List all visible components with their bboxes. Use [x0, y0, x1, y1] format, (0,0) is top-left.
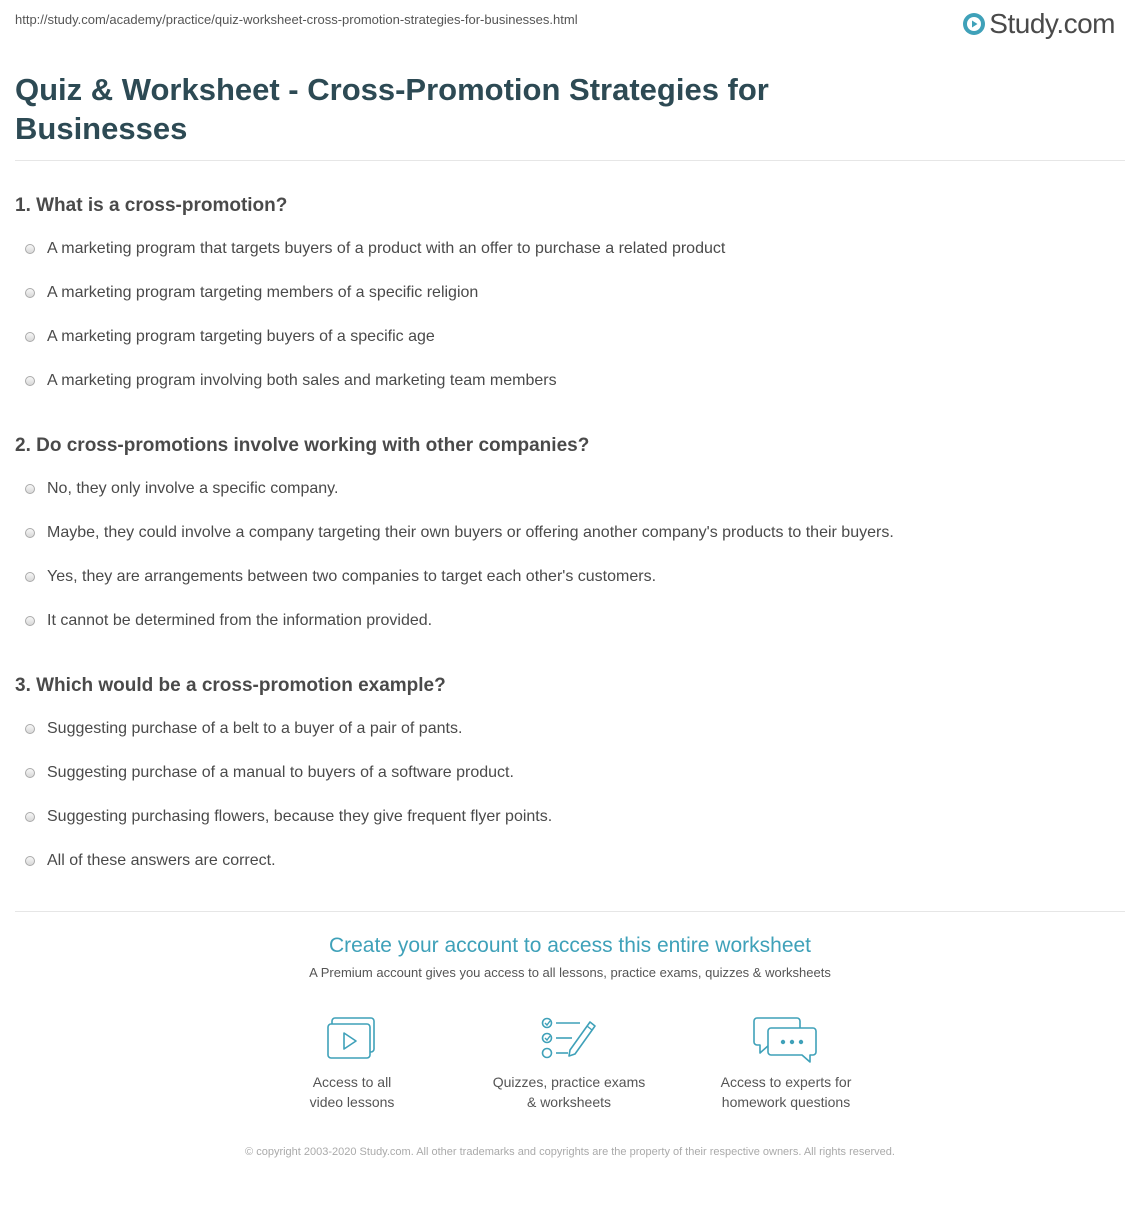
radio-button[interactable]	[25, 528, 35, 538]
play-circle-icon	[962, 12, 986, 36]
answer-option[interactable]	[15, 850, 276, 872]
feature-line: & worksheets	[526, 1094, 612, 1110]
top-bar	[15, 8, 1125, 42]
create-account-link[interactable]: Create your account to access this entire worksheet	[328, 934, 812, 957]
answer-text: Suggesting purchase of a belt to a buyer of a pair of pants.	[47, 720, 463, 737]
answer-text: Yes, they are arrangements between two companies to target each other's customers.	[47, 568, 657, 585]
radio-button[interactable]	[25, 768, 35, 778]
question-2	[15, 434, 1125, 629]
feature-line: homework questions	[721, 1094, 851, 1110]
feature-line: video lessons	[309, 1094, 395, 1110]
question-title: 3. Which would be a cross-promotion example?	[15, 675, 446, 696]
answer-option[interactable]	[15, 522, 894, 544]
feature-line: Access to all	[312, 1074, 392, 1090]
radio-button[interactable]	[25, 856, 35, 866]
cta-divider	[15, 911, 1125, 912]
radio-button[interactable]	[25, 244, 35, 254]
radio-button[interactable]	[25, 812, 35, 822]
feature-quizzes	[469, 1016, 669, 1112]
answer-text: Suggesting purchase of a manual to buyers of a software product.	[47, 764, 514, 781]
answer-text: All of these answers are correct.	[47, 852, 276, 869]
answer-option[interactable]	[15, 370, 557, 392]
radio-button[interactable]	[25, 616, 35, 626]
question-title: 2. Do cross-promotions involve working with other companies?	[15, 435, 590, 456]
answer-text: A marketing program targeting members of a specific religion	[47, 284, 479, 301]
answer-option[interactable]	[15, 478, 338, 500]
feature-line: Quizzes, practice exams	[492, 1074, 646, 1090]
answer-text: It cannot be determined from the information provided.	[47, 612, 433, 629]
quiz-checklist-icon	[540, 1016, 598, 1060]
answer-option[interactable]	[15, 238, 725, 260]
page-title: Quiz & Worksheet - Cross-Promotion Strategies for Businesses	[15, 72, 769, 146]
radio-button[interactable]	[25, 484, 35, 494]
cta-subtitle: A Premium account gives you access to all lessons, practice exams, quizzes & worksheets	[309, 965, 831, 980]
answer-text: No, they only involve a specific company.	[47, 480, 339, 497]
answer-option[interactable]	[15, 762, 514, 784]
logo-text: Study.com	[989, 8, 1115, 39]
radio-button[interactable]	[25, 288, 35, 298]
answer-option[interactable]	[15, 718, 462, 740]
title-divider	[15, 160, 1125, 161]
radio-button[interactable]	[25, 332, 35, 342]
video-lessons-icon	[326, 1016, 378, 1060]
question-3	[15, 674, 1125, 869]
radio-button[interactable]	[25, 572, 35, 582]
chat-bubbles-icon	[753, 1016, 819, 1064]
feature-line: Access to experts for	[720, 1074, 852, 1090]
question-1	[15, 194, 1125, 389]
answer-text: A marketing program that targets buyers of a product with an offer to purchase a related product	[47, 240, 726, 257]
radio-button[interactable]	[25, 376, 35, 386]
answer-option[interactable]	[15, 610, 432, 632]
page-url: http://study.com/academy/practice/quiz-worksheet-cross-promotion-strategies-for-businesses.html	[15, 12, 578, 27]
answer-option[interactable]	[15, 326, 435, 348]
answer-text: A marketing program involving both sales and marketing team members	[47, 372, 557, 389]
answer-option[interactable]	[15, 282, 478, 304]
copyright-notice: © copyright 2003-2020 Study.com. All other trademarks and copyrights are the property of their respective owners. All rights reserved.	[245, 1146, 895, 1158]
answer-option[interactable]	[15, 806, 552, 828]
feature-experts	[686, 1016, 886, 1112]
study-logo[interactable]	[962, 8, 1115, 39]
question-title: 1. What is a cross-promotion?	[15, 195, 288, 216]
radio-button[interactable]	[25, 724, 35, 734]
answer-text: Maybe, they could involve a company targeting their own buyers or offering another company's products to their buyers.	[47, 524, 894, 541]
answer-text: Suggesting purchasing flowers, because they give frequent flyer points.	[47, 808, 553, 825]
answer-text: A marketing program targeting buyers of a specific age	[47, 328, 435, 345]
answer-option[interactable]	[15, 566, 656, 588]
feature-video-lessons	[252, 1016, 452, 1112]
